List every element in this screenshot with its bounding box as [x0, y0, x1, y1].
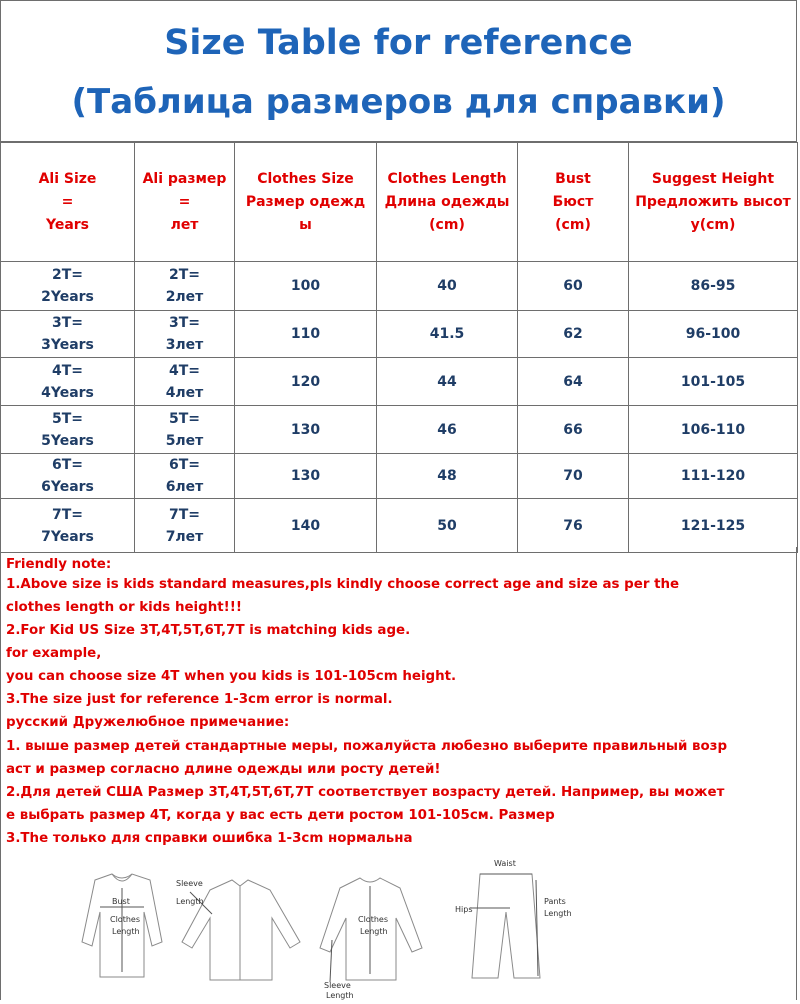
sweater-diagram — [82, 874, 162, 977]
note-line: you can choose size 4T when you kids is 101-105cm height. — [6, 669, 457, 684]
table-row — [1, 311, 798, 358]
cell-ali-ru: 5T= 5лет — [135, 406, 235, 454]
cell-height: 121-125 — [629, 499, 798, 553]
label-sleeve-2: Sleeve — [324, 981, 351, 990]
cell-bust: 70 — [518, 454, 629, 499]
note-line: for example, — [6, 646, 102, 661]
cell-clothes-size: 140 — [235, 499, 377, 553]
cell-height: 111-120 — [629, 454, 798, 499]
cell-height: 106-110 — [629, 406, 798, 454]
header-line: Ali Size — [38, 170, 97, 187]
cell-clothes-size: 100 — [235, 262, 377, 311]
cell-ali-ru: 6T= 6лет — [135, 454, 235, 499]
header-clothes-length — [377, 143, 518, 262]
cell-clothes-size: 110 — [235, 311, 377, 358]
header-line: (cm) — [555, 216, 591, 233]
note-line: аст и размер согласно длине одежды или росту детей! — [6, 762, 441, 777]
header-line: у(cm) — [690, 216, 736, 233]
table-row — [1, 358, 798, 406]
header-line: (cm) — [429, 216, 465, 233]
cell-height: 96-100 — [629, 311, 798, 358]
table-row — [1, 262, 798, 311]
cell-clothes-size: 120 — [235, 358, 377, 406]
cell-length: 44 — [377, 358, 518, 406]
note-line: 2.Для детей США Размер 3T,4T,5T,6T,7T соответствует возрасту детей. Например, вы может — [6, 785, 725, 800]
cell-bust: 62 — [518, 311, 629, 358]
note-line: е выбрать размер 4T, когда у вас есть дети ростом 101-105см. Размер — [6, 808, 555, 823]
header-bust — [518, 143, 629, 262]
label-clothes-2: Clothes — [358, 915, 388, 924]
header-ali-size — [1, 143, 135, 262]
header-line: лет — [170, 216, 199, 233]
cell-ali-size: 5T= 5Years — [1, 406, 135, 454]
cell-length: 48 — [377, 454, 518, 499]
label-pants: Pants — [544, 897, 566, 906]
header-line: Clothes Size — [257, 170, 354, 187]
note-line: 2.For Kid US Size 3T,4T,5T,6T,7T is matching kids age. — [6, 623, 411, 638]
cell-ali-ru: 7T= 7лет — [135, 499, 235, 553]
cell-ali-ru: 2T= 2лет — [135, 262, 235, 311]
note-line: русский Дружелюбное примечание: — [6, 715, 290, 730]
note-line: 3.The size just for reference 1-3cm error is normal. — [6, 692, 393, 707]
label-length-3: Length — [326, 991, 354, 1000]
cell-length: 46 — [377, 406, 518, 454]
cell-ali-size: 6T= 6Years — [1, 454, 135, 499]
header-suggest-height — [629, 143, 798, 262]
cell-ali-size: 2T= 2Years — [1, 262, 135, 311]
note-line: 1. выше размер детей стандартные меры, пожалуйста любезно выберите правильный возр — [6, 739, 728, 754]
cell-bust: 60 — [518, 262, 629, 311]
title-russian: (Таблица размеров для справки) — [71, 82, 726, 122]
label-length-2: Length — [360, 927, 388, 936]
cell-ali-size: 4T= 4Years — [1, 358, 135, 406]
cell-clothes-size: 130 — [235, 406, 377, 454]
note-line: 1.Above size is kids standard measures,pls kindly choose correct age and size as per the — [6, 577, 680, 592]
cell-length: 50 — [377, 499, 518, 553]
header-line: Years — [45, 216, 90, 233]
header-line: Bust — [555, 170, 591, 187]
cell-ali-size: 3T= 3Years — [1, 311, 135, 358]
label-pants-length: Length — [544, 909, 572, 918]
header-line: = — [178, 193, 191, 210]
cell-clothes-size: 130 — [235, 454, 377, 499]
header-line: Clothes Length — [387, 170, 507, 187]
note-line: clothes length or kids height!!! — [6, 600, 242, 615]
cell-bust: 66 — [518, 406, 629, 454]
header-line: Длина одежды — [384, 193, 510, 210]
label-sleeve-length: Length — [176, 897, 204, 906]
label-clothes: Clothes — [110, 915, 140, 924]
cell-bust: 76 — [518, 499, 629, 553]
cell-ali-size: 7T= 7Years — [1, 499, 135, 553]
title-box — [0, 0, 797, 142]
header-clothes-size — [235, 143, 377, 262]
label-waist: Waist — [494, 859, 516, 868]
measurement-diagrams — [40, 852, 580, 1000]
cell-length: 40 — [377, 262, 518, 311]
pants-diagram — [470, 874, 540, 978]
note-heading: Friendly note: — [6, 557, 112, 572]
cell-length: 41.5 — [377, 311, 518, 358]
header-line: Suggest Height — [651, 170, 775, 187]
cell-ali-ru: 3T= 3лет — [135, 311, 235, 358]
cell-height: 86-95 — [629, 262, 798, 311]
label-bust: Bust — [112, 897, 130, 906]
header-line: Бюст — [552, 193, 594, 210]
size-table — [0, 142, 798, 553]
shirt-diagram — [182, 880, 300, 980]
table-row — [1, 499, 798, 553]
cell-bust: 64 — [518, 358, 629, 406]
header-ali-razmer — [135, 143, 235, 262]
table-header-row — [1, 143, 798, 262]
label-hips: Hips — [455, 905, 473, 914]
table-row — [1, 406, 798, 454]
label-sleeve: Sleeve — [176, 879, 203, 888]
label-length: Length — [112, 927, 140, 936]
header-line: = — [61, 193, 74, 210]
cell-ali-ru: 4T= 4лет — [135, 358, 235, 406]
header-line: Ali размер — [142, 170, 227, 187]
title-english: Size Table for reference — [164, 23, 633, 63]
header-line: ы — [299, 216, 312, 233]
cell-height: 101-105 — [629, 358, 798, 406]
table-row — [1, 454, 798, 499]
note-line: 3.The только для справки ошибка 1-3cm нормальна — [6, 831, 413, 846]
header-line: Предложить высот — [635, 193, 791, 210]
header-line: Размер одежд — [245, 193, 366, 210]
